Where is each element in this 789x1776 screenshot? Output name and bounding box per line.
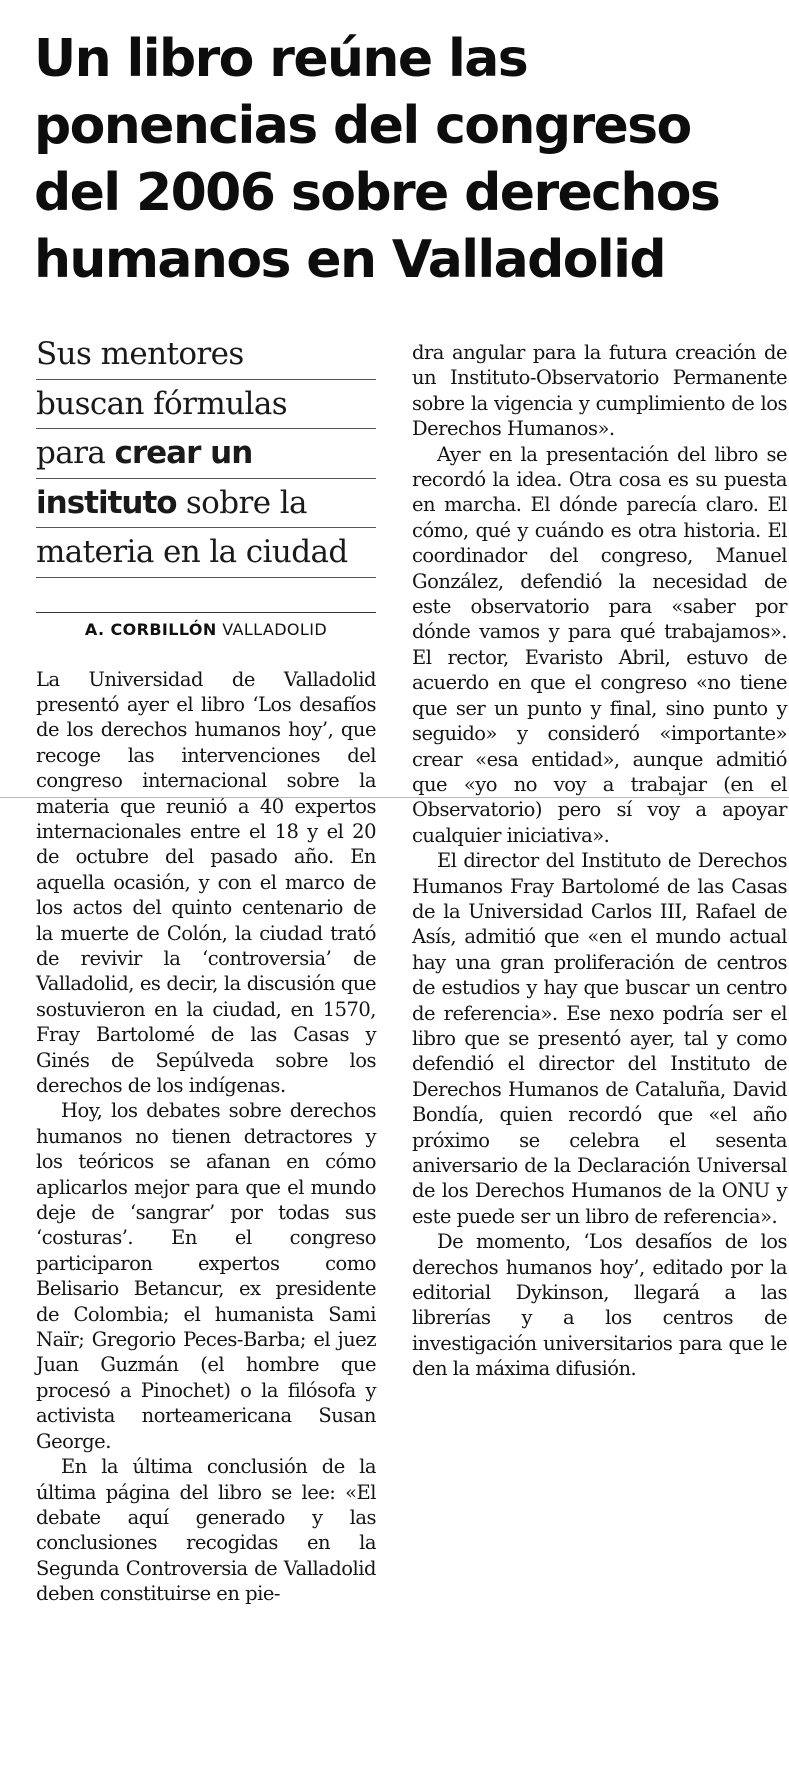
byline-author: A. CORBILLÓN <box>84 619 217 639</box>
article-paragraph: dra angular para la futura creación de un Instituto-Observatorio Permanente sobre la vigencia y cumplimiento de los Derechos Humanos». <box>412 341 787 441</box>
subheadline-line: para crear un <box>36 429 376 479</box>
article-body-right <box>412 340 787 1382</box>
subheadline <box>36 330 376 578</box>
article-body-left <box>36 667 376 1607</box>
byline-location: VALLADOLID <box>222 619 328 639</box>
article-paragraph: En la última conclusión de la última página del libro se lee: «El debate aquí generado y las conclusiones recogidas en la Segunda Controversia de Valladolid deben constituirse en pie- <box>36 1455 376 1606</box>
subheadline-line: buscan fórmulas <box>36 380 376 430</box>
article-paragraph: La Universidad de Valladolid presentó ayer el libro ‘Los desafíos de los derechos humanos hoy’, que recoge las intervenciones del congreso internacional sobre la materia que reunió a 40 expertos internacionales entre el 18 y el 20 de octubre del pasado año. En aquella ocasión, y con el marco de los actos del quinto centenario de la muerte de Colón, la ciudad trató de revivir la ‘controversia’ de Valladolid, es decir, la discusión que sostuvieron en la ciudad, en 1570, Fray Bartolomé de las Casas y Ginés de Sepúlveda sobre los derechos de los indígenas. <box>36 667 376 1097</box>
left-column <box>36 330 376 1607</box>
subheadline-line: Sus mentores <box>36 330 376 380</box>
subheadline-line: instituto sobre la <box>36 479 376 529</box>
article-paragraph: De momento, ‘Los desafíos de los derechos humanos hoy’, editado por la editorial Dykinson, llegará a las librerías y a los centros de investigación universitarios para que le den la máxima difusión. <box>412 1230 787 1381</box>
article-paragraph: Ayer en la presentación del libro se recordó la idea. Otra cosa es su puesta en marcha. El dónde parecía claro. El cómo, qué y cuándo es otra historia. El coordinador del congreso, Manuel González, defendió la necesidad de este observatorio para «saber por dónde vamos y para qué trabajamos». El rector, Evaristo Abril, estuvo de acuerdo en que el congreso «no tiene que ser un punto y final, sino punto y seguido» y consideró «importante» crear «esa entidad», aunque admitió que «yo no voy a trabajar (en el Observatorio) pero sí voy a apoyar cualquier iniciativa». <box>412 442 787 847</box>
byline <box>36 612 376 639</box>
article-paragraph: El director del Instituto de Derechos Humanos Fray Bartolomé de las Casas de la Universidad Carlos III, Rafael de Asís, admitió que «en el mundo actual hay una gran proliferación de centros de estudios y hay que buscar un centro de referencia». Ese nexo podría ser el libro que se presentó ayer, tal y como defendió el director del Instituto de Derechos Humanos de Cataluña, David Bondía, quien recordó que «el año próximo se celebra el sesenta aniversario de la Declaración Universal de los Derechos Humanos de la ONU y este puede ser un libro de referencia». <box>412 849 787 1228</box>
page-fold-line <box>0 797 789 798</box>
subheadline-line: materia en la ciudad <box>36 528 376 578</box>
right-column <box>412 340 787 1382</box>
headline: Un libro reúne las ponencias del congreso del 2006 sobre derechos humanos en Valladolid <box>34 29 720 290</box>
article-paragraph: Hoy, los debates sobre derechos humanos no tienen detractores y los teóricos se afanan en cómo aplicarlos mejor para que el mundo deje de ‘sangrar’ por todas sus ‘costuras’. En el congreso participaron expertos como Belisario Betancur, ex presidente de Colombia; el humanista Sami Naïr; Gregorio Peces-Barba; el juez Juan Guzmán (el hombre que procesó a Pinochet) o la filósofa y activista norteamericana Susan George. <box>36 1099 376 1453</box>
